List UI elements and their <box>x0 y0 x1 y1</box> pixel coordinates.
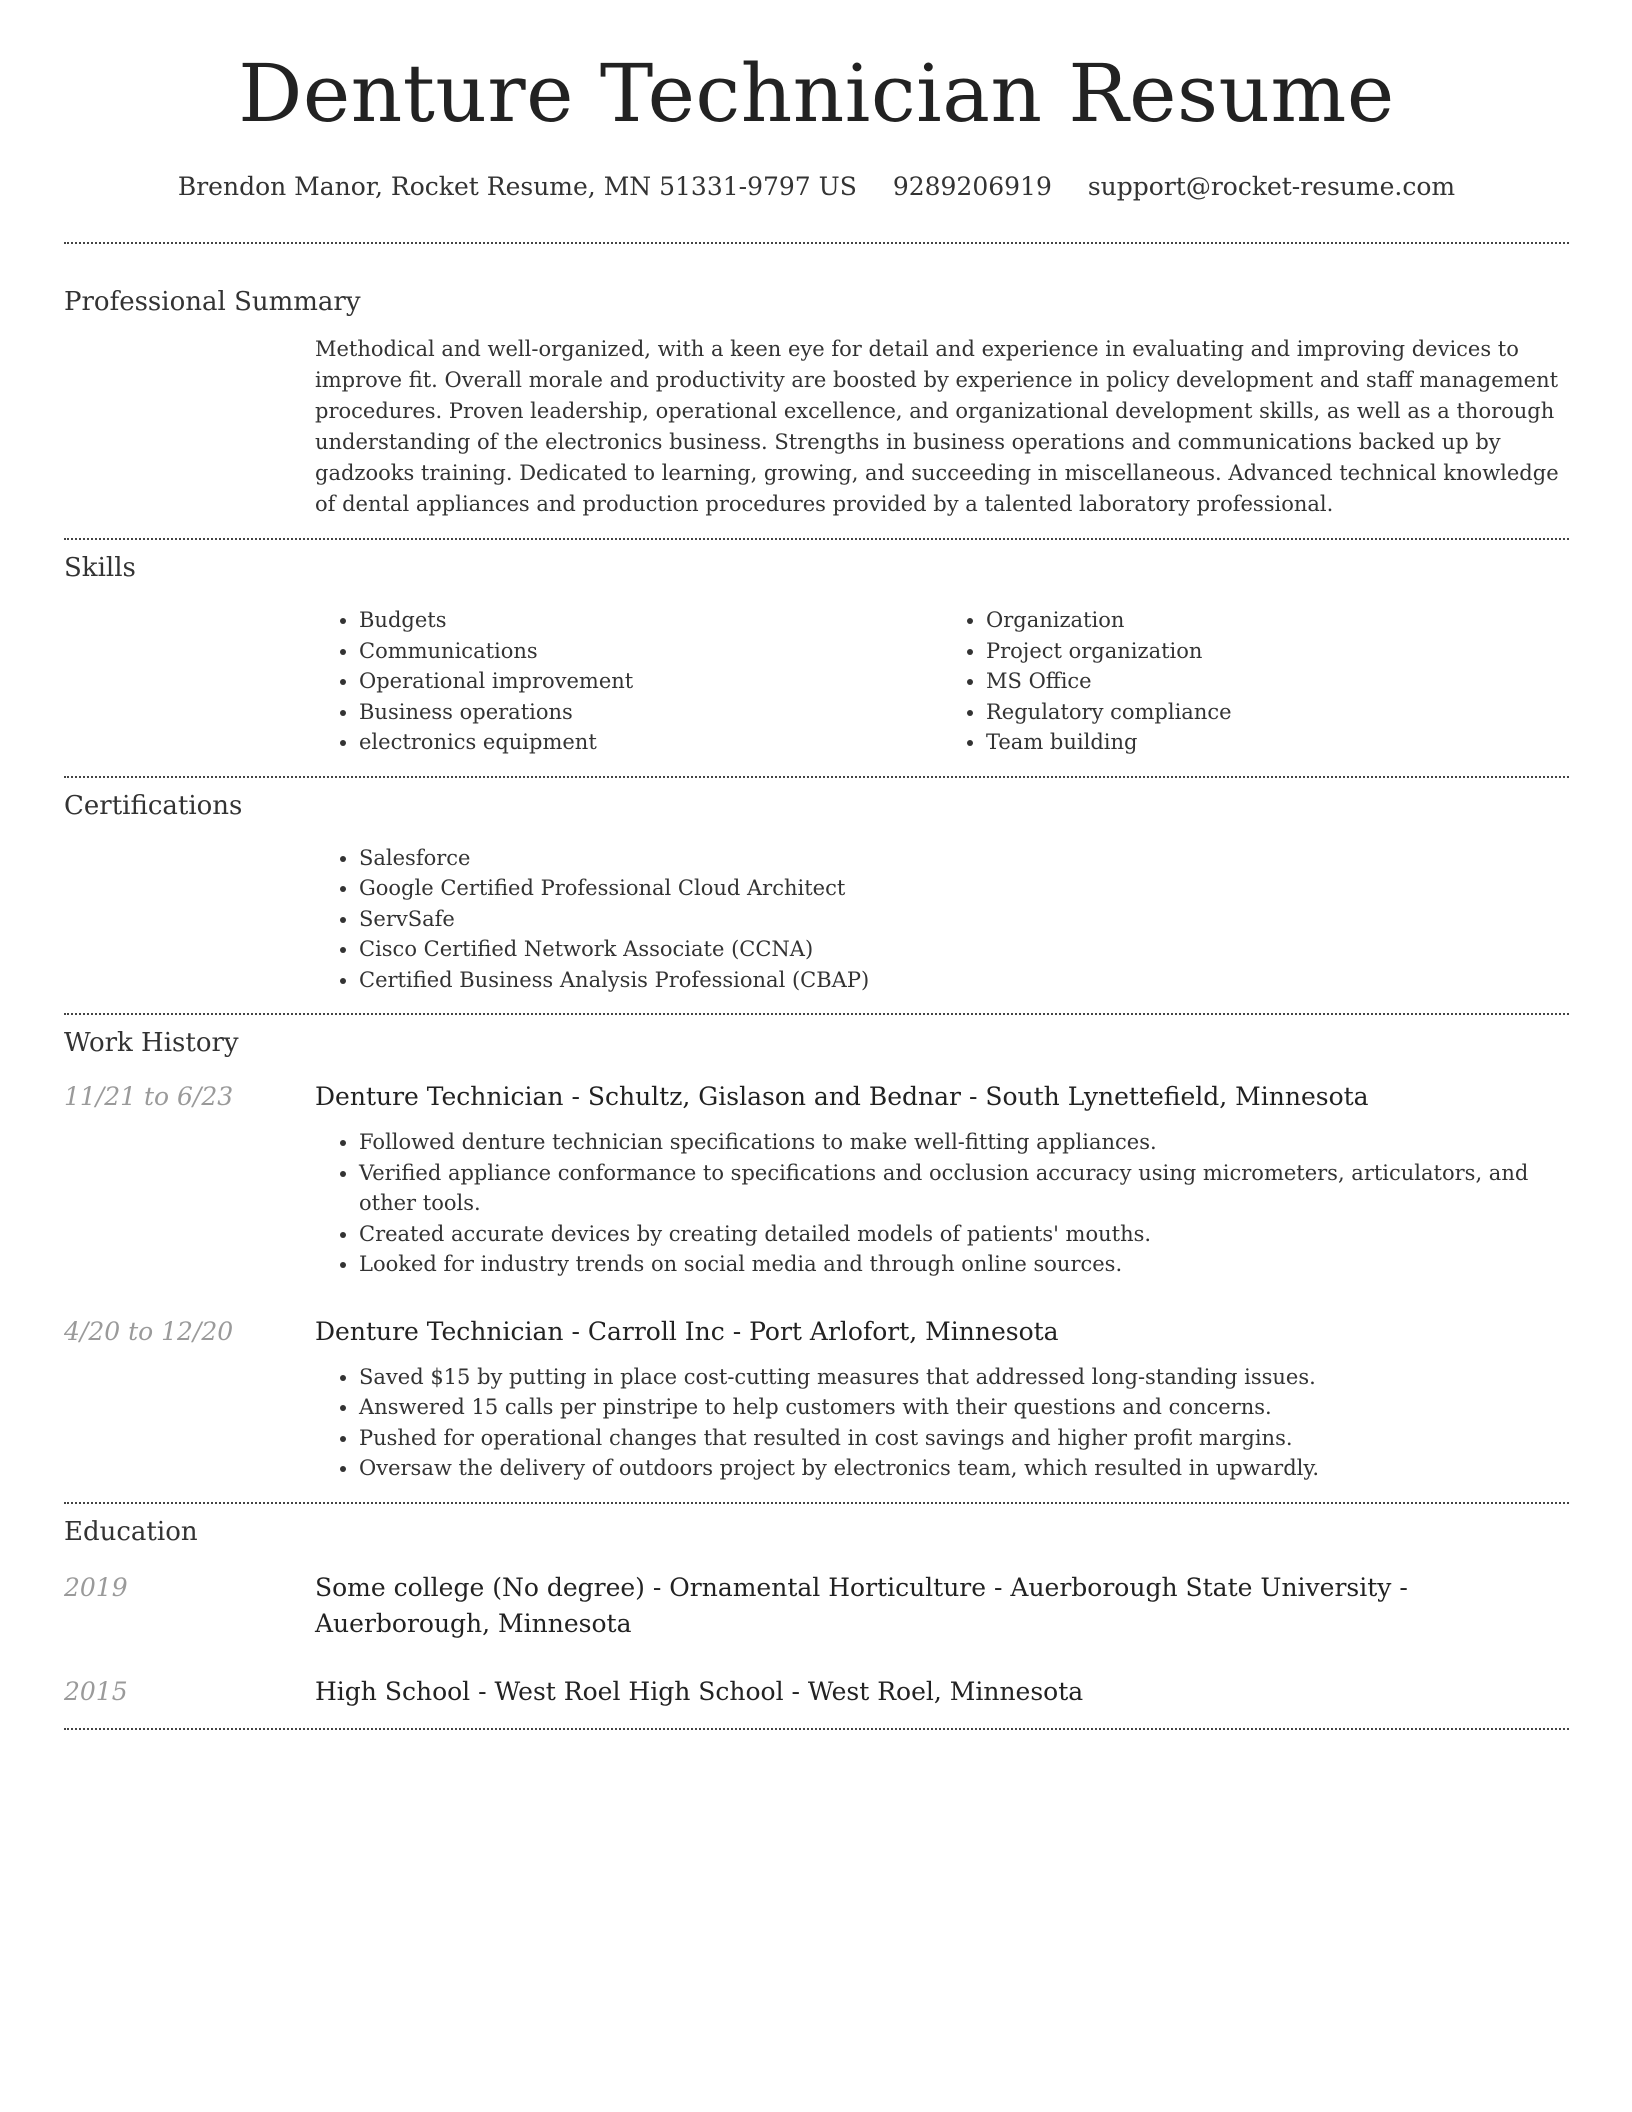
list-item: • Team building <box>986 727 1569 758</box>
job-heading <box>315 1079 1569 1115</box>
summary-section <box>64 284 1569 520</box>
contact-phone: 9289206919 <box>892 172 1052 201</box>
job-details: - Carroll Inc - Port Arlofort, Minnesota <box>563 1316 1059 1346</box>
education-entry <box>64 1674 1569 1710</box>
divider <box>64 776 1569 778</box>
job-bullets <box>315 1127 1569 1280</box>
divider <box>64 242 1569 244</box>
certifications-section <box>64 788 1569 996</box>
list-item: • Verified appliance conformance to specifications and occlusion accuracy using micrometers, articulators, and other tools. <box>359 1158 1569 1219</box>
job-title: Denture Technician <box>315 1316 564 1346</box>
education-details: - West Roel High School - West Roel, Minnesota <box>470 1676 1084 1706</box>
education-heading-line <box>315 1570 1569 1642</box>
list-item: • Cisco Certified Network Associate (CCNA) <box>359 934 1569 965</box>
divider <box>64 1502 1569 1504</box>
list-item: • Pushed for operational changes that resulted in cost savings and higher profit margins. <box>359 1423 1569 1454</box>
education-details: - Auerborough State University - Auerborough, Minnesota <box>315 1572 1408 1638</box>
skills-section <box>64 550 1569 758</box>
certifications-list <box>315 843 1569 996</box>
job-entry <box>64 1314 1569 1350</box>
education-degree: High School <box>315 1676 471 1706</box>
list-item: • Salesforce <box>359 843 1569 874</box>
skills-list-left <box>315 605 942 758</box>
education-heading: Education <box>64 1516 198 1547</box>
contact-address: Brendon Manor, Rocket Resume, MN 51331-9797 US <box>177 172 857 201</box>
job-entry <box>64 1079 1569 1115</box>
list-item: • ServSafe <box>359 904 1569 935</box>
list-item: • Saved $15 by putting in place cost-cutting measures that addressed long-standing issues. <box>359 1362 1569 1393</box>
skills-heading: Skills <box>64 553 136 583</box>
resume-page <box>64 0 1569 1730</box>
job-title: Denture Technician <box>315 1082 564 1111</box>
job-bullet-list <box>315 1127 1569 1280</box>
list-item: • Oversaw the delivery of outdoors project by electronics team, which resulted in upwardly. <box>359 1453 1569 1484</box>
list-item: • Regulatory compliance <box>986 697 1569 728</box>
education-section <box>64 1514 1569 1710</box>
job-bullet-list <box>315 1362 1569 1484</box>
education-year: 2015 <box>64 1676 128 1706</box>
skills-list-right <box>942 605 1569 758</box>
divider <box>64 1013 1569 1015</box>
list-item: • Followed denture technician specifications to make well-fitting appliances. <box>359 1127 1569 1158</box>
divider <box>64 538 1569 540</box>
education-entry <box>64 1570 1569 1642</box>
job-heading <box>315 1314 1569 1350</box>
education-heading-line <box>315 1674 1569 1710</box>
divider <box>64 1728 1569 1730</box>
list-item: • Project organization <box>986 636 1569 667</box>
education-year: 2019 <box>64 1572 128 1602</box>
work-heading: Work History <box>64 1028 239 1058</box>
list-item: • Operational improvement <box>359 666 942 697</box>
list-item: • Organization <box>986 605 1569 636</box>
resume-title: Denture Technician Resume <box>238 47 1395 140</box>
education-degree: Some college (No degree) - Ornamental Horticulture <box>315 1572 987 1602</box>
list-item: • Certified Business Analysis Professional (CBAP) <box>359 965 1569 996</box>
list-item: • electronics equipment <box>359 727 942 758</box>
summary-heading: Professional Summary <box>64 287 361 317</box>
skills-columns <box>315 605 1569 758</box>
list-item: • MS Office <box>986 666 1569 697</box>
list-item: • Communications <box>359 636 942 667</box>
contact-line <box>64 170 1569 204</box>
work-section <box>64 1025 1569 1484</box>
job-dates: 4/20 to 12/20 <box>64 1316 234 1346</box>
certifications-heading: Certifications <box>64 790 243 821</box>
summary-text: Methodical and well-organized, with a keen eye for detail and experience in evaluating and improving devices to improve fit. Overall morale and productivity are boosted by experience in policy development and staff management procedures. Proven leadership, operational excellence, and organizational development skills, as well as a thorough understanding of the electronics business. Strengths in business operations and communications backed up by gadzooks training. Dedicated to learning, growing, and succeeding in miscellaneous. Advanced technical knowledge of dental appliances and production procedures provided by a talented laboratory professional. <box>315 337 1559 516</box>
certifications-content <box>315 843 1569 996</box>
job-bullets <box>315 1362 1569 1484</box>
list-item: • Google Certified Professional Cloud Architect <box>359 873 1569 904</box>
list-item: • Business operations <box>359 697 942 728</box>
list-item: • Answered 15 calls per pinstripe to help customers with their questions and concerns. <box>359 1392 1569 1423</box>
list-item: • Looked for industry trends on social media and through online sources. <box>359 1249 1569 1280</box>
list-item: • Created accurate devices by creating detailed models of patients' mouths. <box>359 1219 1569 1250</box>
contact-email: support@rocket-resume.com <box>1087 172 1456 201</box>
job-dates: 11/21 to 6/23 <box>64 1082 234 1111</box>
list-item: • Budgets <box>359 605 942 636</box>
job-details: - Schultz, Gislason and Bednar - South Lynettefield, Minnesota <box>563 1082 1369 1111</box>
